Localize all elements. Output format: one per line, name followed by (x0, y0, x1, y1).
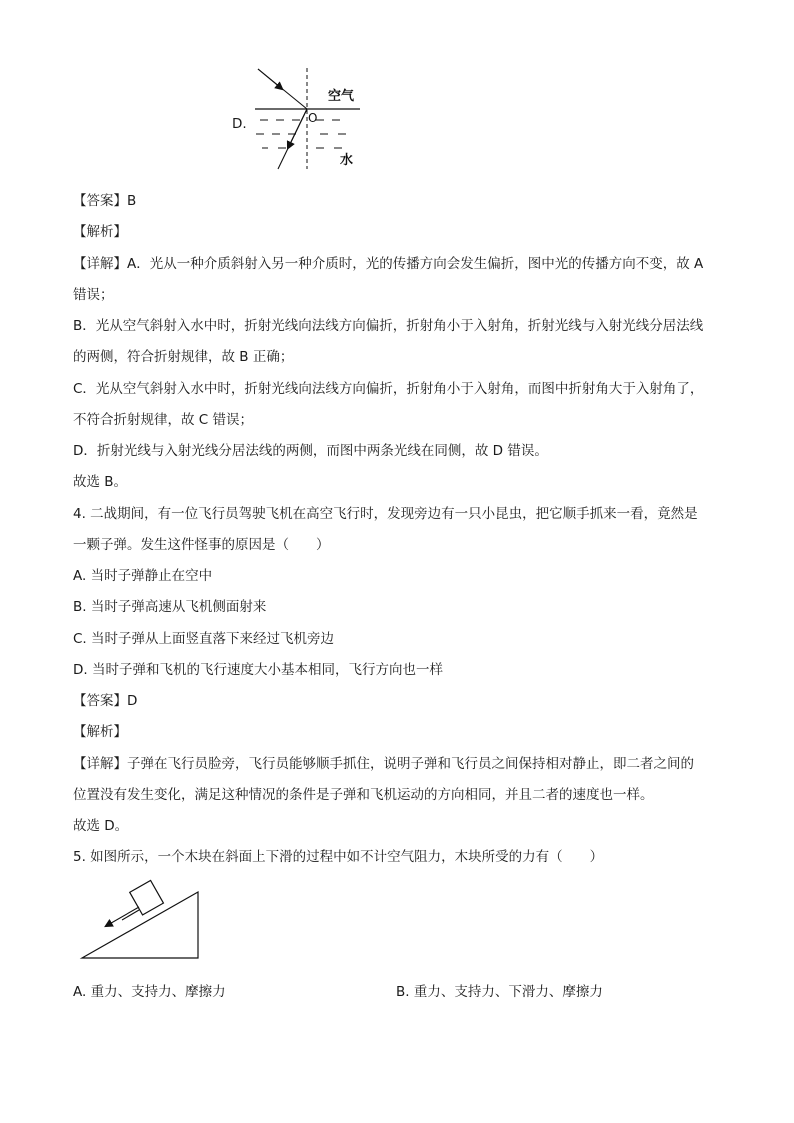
incident-ray-arrow (258, 69, 282, 89)
q3-detail-line: 【详解】A．光从一种介质斜射入另一种介质时，光的传播方向会发生偏折，图中光的传播方向不变，故 A (73, 256, 704, 272)
q3-detail-line: 错误； (73, 287, 114, 303)
q3-analysis-heading: 【解析】 (73, 224, 127, 240)
option-d-label: D. (232, 116, 247, 132)
q3-detail-line: D．折射光线与入射光线分居法线的两侧，而图中两条光线在同侧，故 D 错误。 (73, 443, 548, 459)
q4-option-c: C. 当时子弹从上面竖直落下来经过飞机旁边 (73, 631, 335, 647)
q4-stem-line: 4. 二战期间，有一位飞行员驾驶飞机在高空飞行时，发现旁边有一只小昆虫，把它顺手抓来一看，竟然是 (73, 506, 698, 522)
q4-detail-line: 位置没有发生变化，满足这种情况的条件是子弹和飞机运动的方向相同，并且二者的速度也一样。 (73, 787, 654, 803)
q4-option-b: B. 当时子弹高速从飞机侧面射来 (73, 599, 267, 615)
q4-stem-line: 一颗子弹。发生这件怪事的原因是（ ） (73, 537, 330, 553)
q4-analysis-heading: 【解析】 (73, 724, 127, 740)
q3-answer: 【答案】B (73, 193, 137, 209)
q4-detail-line: 【详解】子弹在飞行员脸旁，飞行员能够顺手抓住，说明子弹和飞行员之间保持相对静止，即二者之间的 (73, 756, 694, 772)
motion-arrow (106, 907, 139, 926)
point-o-label: O (308, 111, 318, 125)
q3-detail-line: 的两侧，符合折射规律，故 B 正确； (73, 349, 294, 365)
q3-detail-line: C．光从空气斜射入水中时，折射光线向法线方向偏折，折射角小于入射角，而图中折射角大于入射角了， (73, 381, 704, 397)
q5-option-b: B. 重力、支持力、下滑力、摩擦力 (396, 984, 603, 1000)
refracted-ray-arrow (288, 109, 307, 148)
q4-answer: 【答案】D (73, 693, 138, 709)
air-label: 空气 (328, 89, 355, 104)
q4-option-a: A. 当时子弹静止在空中 (73, 568, 213, 584)
q3-detail-line: 不符合折射规律，故 C 错误； (73, 412, 254, 428)
q5-stem: 5. 如图所示，一个木块在斜面上下滑的过程中如不计空气阻力，木块所受的力有（ ） (73, 849, 604, 865)
q3-detail-line: B．光从空气斜射入水中时，折射光线向法线方向偏折，折射角小于入射角，折射光线与入射光线分居法线 (73, 318, 704, 334)
water-surface-dashes (256, 120, 346, 148)
q3-conclusion: 故选 B。 (73, 474, 128, 490)
water-label: 水 (340, 153, 354, 168)
q4-conclusion: 故选 D。 (73, 818, 129, 834)
q5-option-a: A. 重力、支持力、摩擦力 (73, 984, 226, 1000)
q4-option-d: D. 当时子弹和飞机的飞行速度大小基本相同，飞行方向也一样 (73, 662, 443, 678)
incline-block-diagram (76, 852, 206, 962)
refraction-diagram (250, 64, 370, 174)
